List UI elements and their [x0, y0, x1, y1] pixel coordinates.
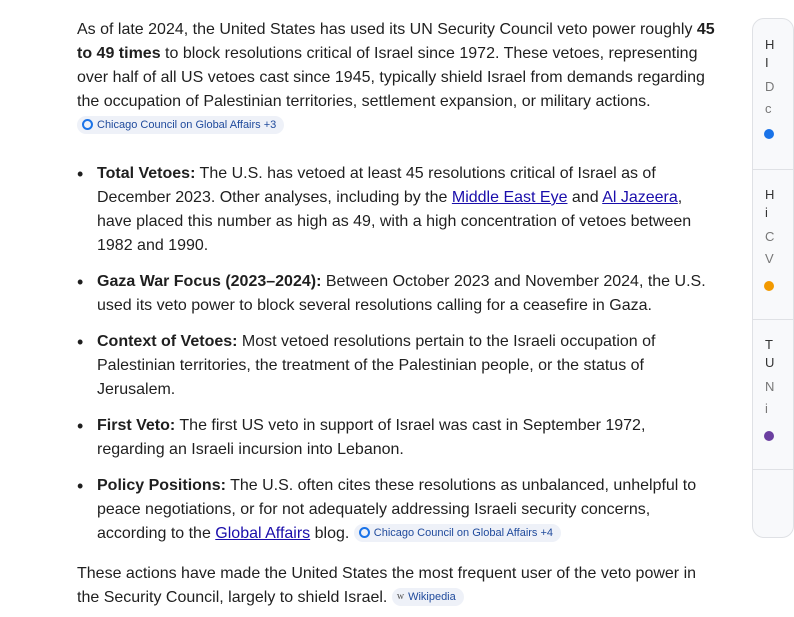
sources-side-panel[interactable]: [752, 18, 794, 538]
source-chip-policy[interactable]: [354, 524, 561, 542]
wikipedia-icon: w: [396, 590, 405, 602]
source-favicon-icon: [764, 281, 774, 291]
chicago-council-icon: [359, 527, 370, 538]
list-item-title: Gaza War Focus (2023–2024):: [97, 273, 322, 290]
side-divider: [753, 469, 793, 470]
source-chip-intro[interactable]: [77, 116, 284, 134]
side-card-snippet-letter: i: [765, 401, 768, 416]
side-card-snippet-letter: C: [765, 229, 775, 244]
list-item-title: Context of Vetoes:: [97, 333, 238, 350]
intro-text-1: As of late 2024, the United States has used its UN Security Council veto power roughly: [77, 21, 697, 38]
list-item-gaza-war: [77, 270, 717, 318]
global-affairs-link[interactable]: Global Affairs: [215, 525, 311, 542]
key-points-list: [77, 162, 717, 546]
list-item-text: Most vetoed resolutions pertain to the Israeli occupation of Palestinian territories, the treatment of the Palestinian people, or the status of Jerusalem.: [97, 333, 656, 398]
source-chip-label: Chicago Council on Global Affairs +4: [373, 526, 554, 539]
outro-text: These actions have made the United States the most frequent user of the veto power in the Security Council, largely to shield Israel.: [77, 565, 697, 606]
intro-text-2: to block resolutions critical of Israel since 1972. These vetoes, representing over half of all US vetoes cast since 1945, typically shield Israel from demands regarding the occupation of Palestinian territories, settlement expansion, or military actions.: [77, 45, 705, 110]
list-item-text: The U.S. has vetoed at least 45 resolutions critical of Israel as of December 2023. Other analyses, including by the: [97, 165, 656, 206]
list-item-text: , have placed this number as high as 49, with a high concentration of vetoes between 1982 and 1990.: [97, 189, 692, 254]
side-card-title-letter: H: [765, 37, 775, 52]
source-favicon-icon: [764, 129, 774, 139]
list-item-title: Policy Positions:: [97, 477, 226, 494]
list-item-text: blog.: [310, 525, 350, 542]
list-item-text: The first US veto in support of Israel was cast in September 1972, regarding an Israeli incursion into Lebanon.: [97, 417, 646, 458]
ai-overview-content: [77, 16, 717, 610]
side-card-snippet-letter: D: [765, 79, 775, 94]
side-card-snippet-letter: V: [765, 251, 774, 266]
side-card-title-letter: i: [765, 205, 768, 220]
middle-east-eye-link[interactable]: Middle East Eye: [451, 189, 568, 206]
source-chip-label: Chicago Council on Global Affairs +3: [97, 118, 277, 131]
list-item-first-veto: [77, 414, 717, 462]
intro-paragraph: [77, 18, 717, 138]
list-item-text: and: [567, 189, 603, 206]
side-divider: [753, 169, 793, 170]
list-item-text: Between October 2023 and November 2024, the U.S. used its veto power to block several resolutions calling for a ceasefire in Gaza.: [97, 273, 706, 314]
list-item-policy: [77, 474, 717, 546]
side-card-snippet-letter: c: [765, 101, 772, 116]
al-jazeera-link[interactable]: Al Jazeera: [602, 189, 678, 206]
side-divider: [753, 319, 793, 320]
side-card-title-letter: I: [765, 55, 769, 70]
side-card-title-letter: T: [765, 337, 773, 352]
chicago-council-icon: [82, 119, 93, 130]
source-chip-label: Wikipedia: [408, 590, 456, 603]
side-card-title-letter: U: [765, 355, 775, 370]
list-item-context: [77, 330, 717, 402]
outro-paragraph: [77, 562, 717, 610]
list-item-title: Total Vetoes:: [97, 165, 196, 182]
side-card-snippet-letter: N: [765, 379, 775, 394]
source-chip-wikipedia[interactable]: [392, 588, 464, 606]
list-item-text: The U.S. often cites these resolutions as unbalanced, unhelpful to peace negotiations, or for not adequately addressing Israeli security concerns, according to the: [97, 477, 697, 542]
side-card-title-letter: H: [765, 187, 775, 202]
list-item-total-vetoes: [77, 162, 717, 258]
list-item-title: First Veto:: [97, 417, 176, 434]
source-favicon-icon: [764, 431, 774, 441]
intro-bold: 45 to 49 times: [77, 21, 715, 62]
